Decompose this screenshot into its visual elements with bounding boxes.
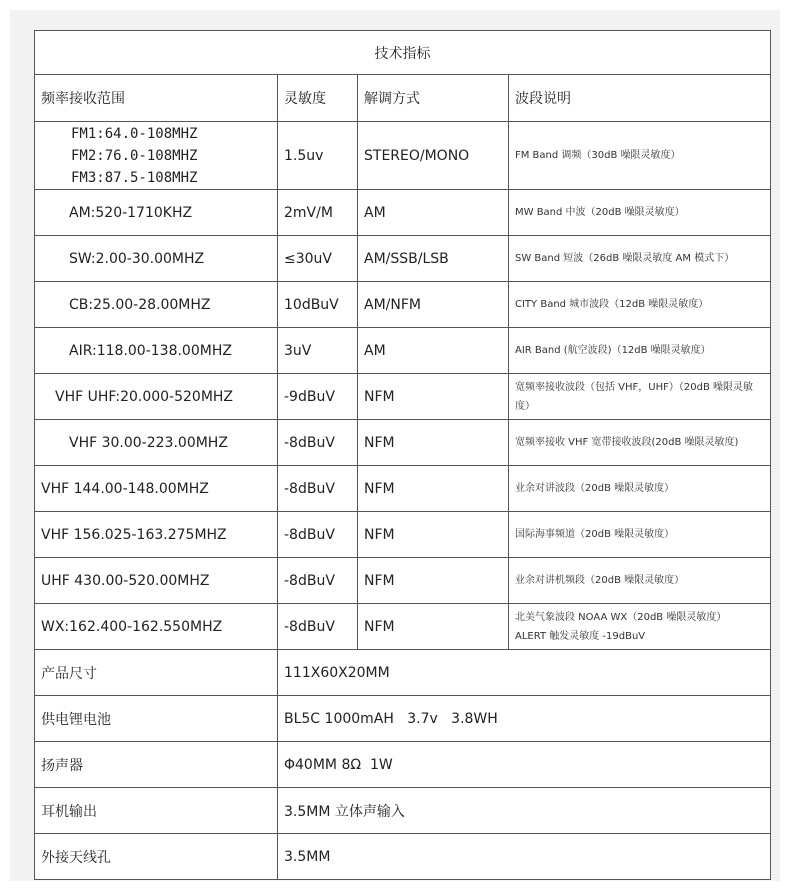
header-range: 频率接收范围 — [35, 75, 278, 122]
table-row — [35, 190, 771, 236]
mode-cell: NFM — [358, 420, 509, 466]
mode-cell: NFM — [358, 558, 509, 604]
mode-cell: AM/NFM — [358, 282, 509, 328]
range-cell: VHF UHF:20.000-520MHZ — [35, 374, 278, 420]
range-cell: CB:25.00-28.00MHZ — [35, 282, 278, 328]
spec-label: 扬声器 — [35, 742, 278, 788]
sensitivity-cell: -8dBuV — [278, 466, 358, 512]
table-row — [35, 558, 771, 604]
table-row — [35, 466, 771, 512]
note-cell: 业余对讲波段（20dB 噪限灵敏度） — [509, 466, 771, 512]
spec-row — [35, 742, 771, 788]
fm-line: FM1:64.0-108MHZ — [71, 125, 198, 142]
note-cell: 宽频率接收波段（包括 VHF，UHF）（20dB 噪限灵敏度） — [509, 374, 771, 420]
page-frame — [10, 10, 780, 881]
table-row — [35, 512, 771, 558]
range-cell: VHF 156.025-163.275MHZ — [35, 512, 278, 558]
spec-table — [34, 30, 771, 880]
range-cell: VHF 144.00-148.00MHZ — [35, 466, 278, 512]
mode-cell: NFM — [358, 466, 509, 512]
fm-line: FM2:76.0-108MHZ — [71, 147, 198, 164]
spec-value: Φ40MM 8Ω 1W — [278, 742, 771, 788]
header-sensitivity: 灵敏度 — [278, 75, 358, 122]
mode-cell: AM/SSB/LSB — [358, 236, 509, 282]
mode-cell: STEREO/MONO — [358, 122, 509, 190]
title-row — [35, 31, 771, 75]
note-cell — [509, 604, 771, 650]
table-title: 技术指标 — [35, 31, 771, 75]
range-cell: UHF 430.00-520.00MHZ — [35, 558, 278, 604]
header-demodulation: 解调方式 — [358, 75, 509, 122]
range-cell: SW:2.00-30.00MHZ — [35, 236, 278, 282]
spec-row — [35, 834, 771, 880]
sensitivity-cell: -9dBuV — [278, 374, 358, 420]
note-cell: SW Band 短波（26dB 噪限灵敏度 AM 模式下） — [509, 236, 771, 282]
sensitivity-cell: 2mV/M — [278, 190, 358, 236]
spec-value: 3.5MM 立体声输入 — [278, 788, 771, 834]
spec-label: 耳机输出 — [35, 788, 278, 834]
spec-row — [35, 788, 771, 834]
mode-cell: NFM — [358, 512, 509, 558]
note-line: 北美气象波段 NOAA WX（20dB 噪限灵敏度） — [515, 611, 727, 623]
note-cell: AIR Band (航空波段)（12dB 噪限灵敏度） — [509, 328, 771, 374]
sensitivity-cell: -8dBuV — [278, 558, 358, 604]
table-row — [35, 328, 771, 374]
table-row — [35, 604, 771, 650]
spec-label: 供电锂电池 — [35, 696, 278, 742]
spec-value: 3.5MM — [278, 834, 771, 880]
table-row-fm — [35, 122, 771, 190]
mode-cell: NFM — [358, 374, 509, 420]
header-row — [35, 75, 771, 122]
note-cell: 业余对讲机频段（20dB 噪限灵敏度） — [509, 558, 771, 604]
sensitivity-cell: ≤30uV — [278, 236, 358, 282]
mode-cell: NFM — [358, 604, 509, 650]
table-row — [35, 282, 771, 328]
sensitivity-cell: -8dBuV — [278, 604, 358, 650]
mode-cell: AM — [358, 328, 509, 374]
table-row — [35, 420, 771, 466]
sensitivity-cell: 3uV — [278, 328, 358, 374]
mode-cell: AM — [358, 190, 509, 236]
fm-line: FM3:87.5-108MHZ — [71, 169, 198, 186]
table-row — [35, 374, 771, 420]
spec-label: 外接天线孔 — [35, 834, 278, 880]
spec-label: 产品尺寸 — [35, 650, 278, 696]
note-cell: CITY Band 城市波段（12dB 噪限灵敏度） — [509, 282, 771, 328]
header-band-note: 波段说明 — [509, 75, 771, 122]
sensitivity-cell: -8dBuV — [278, 512, 358, 558]
range-cell: WX:162.400-162.550MHZ — [35, 604, 278, 650]
note-cell: 国际海事频道（20dB 噪限灵敏度） — [509, 512, 771, 558]
spec-row — [35, 650, 771, 696]
spec-value: BL5C 1000mAH 3.7v 3.8WH — [278, 696, 771, 742]
note-cell: MW Band 中波（20dB 噪限灵敏度） — [509, 190, 771, 236]
sensitivity-cell: 1.5uv — [278, 122, 358, 190]
table-row — [35, 236, 771, 282]
note-cell: FM Band 调频（30dB 噪限灵敏度） — [509, 122, 771, 190]
range-cell: AIR:118.00-138.00MHZ — [35, 328, 278, 374]
sensitivity-cell: 10dBuV — [278, 282, 358, 328]
sensitivity-cell: -8dBuV — [278, 420, 358, 466]
note-line: ALERT 触发灵敏度 -19dBuV — [515, 630, 646, 642]
range-cell: AM:520-1710KHZ — [35, 190, 278, 236]
note-cell: 宽频率接收 VHF 宽带接收波段(20dB 噪限灵敏度) — [509, 420, 771, 466]
fm-range-cell — [35, 122, 278, 190]
range-cell: VHF 30.00-223.00MHZ — [35, 420, 278, 466]
spec-row — [35, 696, 771, 742]
spec-value: 111X60X20MM — [278, 650, 771, 696]
